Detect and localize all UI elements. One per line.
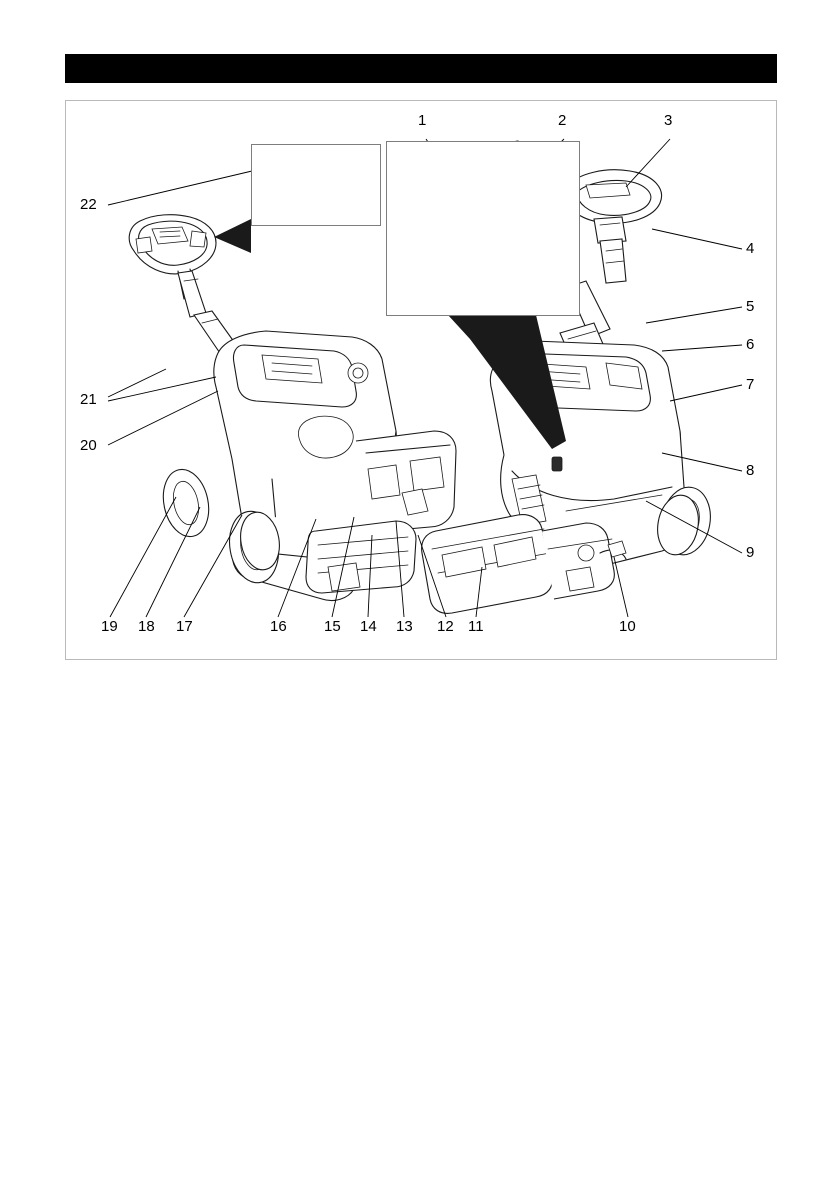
callout-20: 20: [80, 437, 97, 454]
callout-17: 17: [176, 618, 193, 635]
callout-15: 15: [324, 618, 341, 635]
callout-1: 1: [418, 112, 427, 129]
callout-4: 4: [746, 240, 755, 257]
callout-11: 11: [468, 618, 484, 635]
callout-22: 22: [80, 196, 97, 213]
callout-19: 19: [101, 618, 118, 635]
callout-2: 2: [558, 112, 567, 129]
callout-8: 8: [746, 462, 755, 479]
header-black-bar: [65, 54, 777, 83]
callout-18: 18: [138, 618, 155, 635]
callout-6: 6: [746, 336, 755, 353]
callout-5: 5: [746, 298, 755, 315]
callout-3: 3: [664, 112, 673, 129]
callout-10: 10: [619, 618, 636, 635]
callout-12: 12: [437, 618, 454, 635]
inset-a-arrow: [214, 219, 251, 253]
console-detail-inset: [386, 141, 580, 316]
handle-detail-inset: [251, 144, 381, 226]
callout-9: 9: [746, 544, 755, 561]
callout-16: 16: [270, 618, 287, 635]
callout-14: 14: [360, 618, 377, 635]
figure-frame: [65, 100, 777, 660]
callout-7: 7: [746, 376, 755, 393]
figure-inner: [66, 101, 776, 659]
callout-21: 21: [80, 391, 97, 408]
callout-13: 13: [396, 618, 413, 635]
